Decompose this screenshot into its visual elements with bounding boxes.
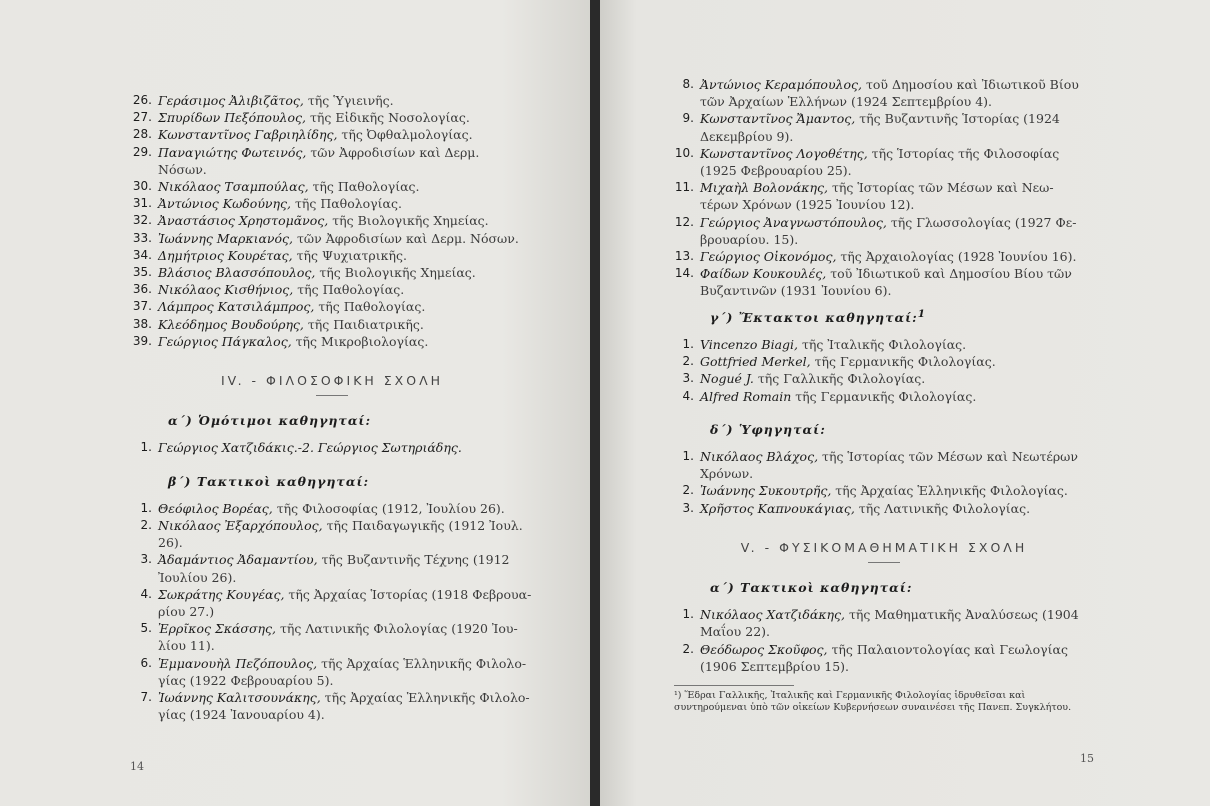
list-item bbox=[674, 214, 1094, 231]
person-name: Nogué J. bbox=[700, 371, 754, 387]
item-number: 31. bbox=[132, 196, 152, 211]
item-number: 4. bbox=[682, 388, 694, 403]
list-item bbox=[132, 264, 532, 281]
item-number: 37. bbox=[132, 299, 152, 314]
chair-description: τῶν Ἀφροδισίων καὶ Δερμ. Νόσων. bbox=[293, 230, 519, 246]
section-rule bbox=[316, 395, 348, 396]
chair-description: τῆς Γερμανικῆς Φιλολογίας. bbox=[810, 354, 996, 370]
chair-description: τῆς Γαλλικῆς Φιλολογίας. bbox=[753, 371, 926, 387]
chair-description: τῆς Βιολογικῆς Χημείας. bbox=[328, 213, 489, 229]
chair-description: τῆς Βιολογικῆς Χημείας. bbox=[315, 265, 476, 281]
item-number: 5. bbox=[140, 621, 152, 636]
subheading-regular: β΄) Τακτικοὶ καθηγηταί: bbox=[168, 473, 370, 489]
item-number: 2. bbox=[682, 354, 694, 369]
chair-description: τῆς Βυζαντινῆς Ἱστορίας (1924 bbox=[855, 111, 1060, 127]
item-number: 35. bbox=[132, 265, 152, 280]
person-name: Νικόλαος Βλάχος, bbox=[700, 449, 819, 465]
regular-professors-list bbox=[132, 500, 532, 724]
list-item bbox=[674, 448, 1094, 465]
list-item bbox=[132, 333, 532, 350]
person-name: Νικόλαος Κισθήνιος, bbox=[158, 282, 294, 298]
list-item bbox=[674, 500, 1094, 517]
person-name: Νικόλαος Χατζιδάκης, bbox=[700, 607, 845, 623]
chair-description: τῆς Ἱστορίας τῶν Μέσων καὶ Νεω- bbox=[827, 180, 1054, 196]
list-item bbox=[132, 620, 532, 637]
chair-description: τῶν Ἀφροδισίων καὶ Δερμ. Νόσων. bbox=[158, 144, 480, 177]
footnote-rule bbox=[674, 685, 794, 686]
chair-description: τῆς Παλαιοντολογίας καὶ Γεωλογίας bbox=[827, 641, 1068, 657]
continuation-line: Χρόνων. bbox=[700, 466, 754, 482]
section-title-science: V. - ΦΥΣΙΚΟΜΑΘΗΜΑΤΙΚΗ ΣΧΟΛΗ bbox=[740, 539, 1028, 555]
item-number: 36. bbox=[132, 282, 152, 297]
chair-description: τῆς Λατινικῆς Φιλολογίας (1920 Ἰου- bbox=[275, 621, 518, 637]
chair-description: τῆς Μικροβιολογίας. bbox=[291, 333, 429, 349]
item-number: 34. bbox=[132, 247, 152, 262]
item-number: 1. bbox=[140, 440, 152, 455]
list-item bbox=[132, 109, 532, 126]
item-number: 8. bbox=[682, 77, 694, 91]
list-item bbox=[132, 144, 532, 178]
list-item bbox=[674, 336, 1094, 353]
item-number: 3. bbox=[140, 552, 152, 567]
item-number: 1. bbox=[682, 449, 694, 464]
continuation-line: βρουαρίου. 15). bbox=[700, 231, 799, 247]
list-item bbox=[674, 145, 1094, 162]
item-number: 4. bbox=[140, 586, 152, 601]
person-name: Ἰωάννης Συκουτρῆς, bbox=[700, 483, 832, 499]
continuation-line: γίας (1924 Ἰανουαρίου 4). bbox=[158, 707, 325, 723]
person-name: Θεόδωρος Σκοῦφος, bbox=[700, 641, 828, 657]
chair-description: τῆς Ἀρχαίας Ἑλληνικῆς Φιλολο- bbox=[317, 655, 527, 671]
person-name: Χρῆστος Καπνουκάγιας, bbox=[700, 500, 855, 516]
person-name: Gottfried Merkel, bbox=[700, 354, 811, 370]
item-number: 12. bbox=[674, 214, 694, 229]
item-number: 2. bbox=[682, 483, 694, 498]
footnote-mark: 1 bbox=[917, 307, 927, 320]
item-number: 9. bbox=[682, 111, 694, 126]
list-item bbox=[674, 388, 1094, 405]
item-number: 14. bbox=[674, 266, 694, 281]
right-column bbox=[674, 76, 1094, 714]
page-number-right: 15 bbox=[1080, 752, 1094, 765]
item-number: 26. bbox=[132, 93, 152, 107]
list-item bbox=[132, 126, 532, 143]
person-name: Νικόλαος Ἐξαρχόπουλος, bbox=[158, 518, 323, 534]
person-name: Μιχαὴλ Βολονάκης, bbox=[700, 180, 828, 196]
extraordinary-professors-list bbox=[674, 336, 1094, 405]
science-professors-list bbox=[674, 606, 1094, 675]
continuation-line: Βυζαντινῶν (1931 Ἰουνίου 6). bbox=[700, 283, 892, 299]
item-number: 10. bbox=[674, 145, 694, 160]
list-item bbox=[674, 641, 1094, 658]
item-number: 28. bbox=[132, 127, 152, 142]
subheading-extraordinary: γ΄) Ἔκτακτοι καθηγηταί:$^1$ bbox=[710, 307, 927, 325]
list-item bbox=[674, 482, 1094, 499]
person-name: Δημήτριος Κουρέτας, bbox=[158, 247, 293, 263]
chair-description: τῆς Γερμανικῆς Φιλολογίας. bbox=[791, 388, 977, 404]
continuation-line: (1925 Φεβρουαρίου 25). bbox=[700, 163, 852, 179]
person-name: Γεώργιος Οἰκονόμος, bbox=[700, 249, 837, 265]
person-name: Γεώργιος Πάγκαλος, bbox=[158, 333, 292, 349]
list-item bbox=[132, 298, 532, 315]
chair-description: τῆς Παθολογίας. bbox=[290, 196, 402, 212]
continuation-line: ρίου 27.) bbox=[158, 604, 215, 620]
person-name: Ἰωάννης Καλιτσουνάκης, bbox=[158, 690, 321, 706]
chair-description: τῆς Ψυχιατρικῆς. bbox=[292, 247, 407, 263]
item-number: 1. bbox=[682, 607, 694, 622]
footnote: ¹) Ἕδραι Γαλλικῆς, Ἰταλικῆς καὶ Γερμανικῆς Φιλολογίας ἱδρυθεῖσαι καὶ συντηρούμεναι ὑπὸ τῶν οἰκείων Κυβερνήσεων συναινέσει τῆς Πανεπ. Συγκλήτου. bbox=[674, 690, 1072, 714]
person-name: Ἐρρῖκος Σκάσσης, bbox=[158, 621, 276, 637]
person-name: Θεόφιλος Βορέας, bbox=[158, 500, 273, 516]
person-name: Ἀντώνιος Κωδούνης, bbox=[158, 196, 291, 212]
person-name: Βλάσιος Βλασσόπουλος, bbox=[158, 265, 316, 281]
person-name: Ἀδαμάντιος Ἀδαμαντίου, bbox=[158, 552, 318, 568]
chair-description: τῆς Μαθηματικῆς Ἀναλύσεως (1904 bbox=[844, 607, 1079, 623]
item-number: 3. bbox=[682, 500, 694, 515]
list-item bbox=[132, 551, 532, 568]
person-name: Κωνσταντῖνος Ἄμαντος, bbox=[700, 111, 856, 127]
item-number: 27. bbox=[132, 110, 152, 125]
list-item bbox=[674, 606, 1094, 623]
item-number: 2. bbox=[682, 641, 694, 656]
list-item bbox=[132, 281, 532, 298]
chair-description: τῆς Παιδιατρικῆς. bbox=[303, 316, 424, 332]
chair-description: τῆς Ἀρχαίας Ἑλληνικῆς Φιλολο- bbox=[320, 690, 530, 706]
continuation-line: τῶν Ἀρχαίων Ἑλλήνων (1924 Σεπτεμβρίου 4). bbox=[700, 94, 993, 110]
section-rule bbox=[868, 562, 900, 563]
list-item bbox=[132, 195, 532, 212]
list-item bbox=[132, 689, 532, 706]
person-name: Ἰωάννης Μαρκιανός, bbox=[158, 230, 294, 246]
item-text: Γεώργιος Χατζιδάκις.-2. Γεώργιος Σωτηριάδης. bbox=[158, 440, 462, 456]
chair-description: τῆς Ἀρχαίας Ἱστορίας (1918 Φεβρουα- bbox=[284, 586, 532, 602]
person-name: Ἐμμανουὴλ Πεζόπουλος, bbox=[158, 655, 318, 671]
person-name: Κλεόδημος Βουδούρης, bbox=[158, 316, 304, 332]
chair-description: τῆς Παιδαγωγικῆς (1912 Ἰουλ. 26). bbox=[158, 518, 523, 551]
continuation-line: Μαΐου 22). bbox=[700, 624, 770, 640]
list-item bbox=[132, 247, 532, 264]
left-column bbox=[132, 92, 532, 724]
list-item bbox=[674, 248, 1094, 265]
chair-description: τῆς Ὑγιεινῆς. bbox=[303, 93, 394, 108]
person-name: Alfred Romain bbox=[700, 388, 792, 404]
chair-description: τῆς Γλωσσολογίας (1927 Φε- bbox=[886, 214, 1077, 230]
list-item bbox=[674, 353, 1094, 370]
item-number: 3. bbox=[682, 371, 694, 386]
item-number: 6. bbox=[140, 655, 152, 670]
chair-description: τῆς Παθολογίας. bbox=[293, 282, 405, 298]
person-name: Ἀναστάσιος Χρηστομᾶνος, bbox=[158, 213, 329, 229]
continuation-line: γίας (1922 Φεβρουαρίου 5). bbox=[158, 672, 334, 688]
item-number: 30. bbox=[132, 179, 152, 194]
person-name: Γεώργιος Ἀναγνωστόπουλος, bbox=[700, 214, 887, 230]
person-name: Σπυρίδων Πεξόπουλος, bbox=[158, 110, 306, 126]
page-number-left: 14 bbox=[130, 760, 144, 773]
item-number: 32. bbox=[132, 213, 152, 228]
item-number: 1. bbox=[140, 500, 152, 515]
item-number: 39. bbox=[132, 333, 152, 348]
person-name: Σωκράτης Κουγέας, bbox=[158, 586, 285, 602]
chair-description: τῆς Φιλοσοφίας (1912, Ἰουλίου 26). bbox=[272, 500, 505, 516]
chair-description: τῆς Εἰδικῆς Νοσολογίας. bbox=[305, 110, 470, 126]
person-name: Κωνσταντῖνος Λογοθέτης, bbox=[700, 145, 868, 161]
chair-description: τῆς Παθολογίας. bbox=[308, 179, 420, 195]
list-item bbox=[132, 212, 532, 229]
list-item bbox=[132, 500, 532, 517]
list-item bbox=[132, 517, 532, 551]
chair-description: τῆς Λατινικῆς Φιλολογίας. bbox=[854, 500, 1031, 516]
list-item bbox=[132, 655, 532, 672]
list-item bbox=[132, 439, 532, 456]
person-name: Ἀντώνιος Κεραμόπουλος, bbox=[700, 77, 862, 92]
chair-description: τοῦ Ἰδιωτικοῦ καὶ Δημοσίου Βίου τῶν bbox=[826, 266, 1072, 282]
item-number: 7. bbox=[140, 690, 152, 705]
list-item bbox=[674, 265, 1094, 282]
regular-professors-list-cont bbox=[674, 76, 1094, 300]
item-number: 2. bbox=[140, 518, 152, 533]
continuation-line: Ἰουλίου 26). bbox=[158, 569, 237, 585]
subheading-honorary: α΄) Ὁμότιμοι καθηγηταί: bbox=[168, 413, 372, 429]
person-name: Κωνσταντῖνος Γαβριηλίδης, bbox=[158, 127, 338, 143]
continuation-line: λίου 11). bbox=[158, 638, 215, 654]
chair-description: τῆς Ἀρχαιολογίας (1928 Ἰουνίου 16). bbox=[836, 249, 1077, 265]
chair-description: τῆς Ἀρχαίας Ἑλληνικῆς Φιλολογίας. bbox=[831, 483, 1068, 499]
subheading-lecturers: δ΄) Ὑφηγηταί: bbox=[710, 421, 826, 437]
person-name: Φαίδων Κουκουλές, bbox=[700, 266, 827, 282]
list-item bbox=[132, 178, 532, 195]
continuation-line: (1906 Σεπτεμβρίου 15). bbox=[700, 658, 850, 674]
item-number: 1. bbox=[682, 337, 694, 351]
person-name: Γεράσιμος Ἀλιβιζᾶτος, bbox=[158, 93, 304, 108]
person-name: Παναγιώτης Φωτεινός, bbox=[158, 144, 307, 160]
item-number: 13. bbox=[674, 249, 694, 264]
book-gutter bbox=[590, 0, 600, 806]
section-title-philosophy: IV. - ΦΙΛΟΣΟΦΙΚΗ ΣΧΟΛΗ bbox=[220, 373, 444, 389]
list-item bbox=[132, 586, 532, 603]
list-item bbox=[674, 76, 1094, 93]
chair-description: τῆς Ὀφθαλμολογίας. bbox=[337, 127, 473, 143]
chair-description: τῆς Ἱστορίας τῆς Φιλοσοφίας bbox=[867, 145, 1060, 161]
person-name: Vincenzo Biagi, bbox=[700, 337, 798, 352]
chair-description: τῆς Βυζαντινῆς Τέχνης (1912 bbox=[317, 552, 510, 568]
list-item bbox=[674, 110, 1094, 127]
lecturers-list bbox=[674, 448, 1094, 517]
continuation-line: τέρων Χρόνων (1925 Ἰουνίου 12). bbox=[700, 197, 915, 213]
list-item bbox=[132, 92, 532, 109]
chair-description: τοῦ Δημοσίου καὶ Ἰδιωτικοῦ Βίου bbox=[861, 77, 1079, 92]
item-number: 33. bbox=[132, 230, 152, 245]
list-item bbox=[674, 179, 1094, 196]
chair-description: τῆς Ἰταλικῆς Φιλολογίας. bbox=[798, 337, 967, 352]
chair-description: τῆς Παθολογίας. bbox=[314, 299, 426, 315]
person-name: Λάμπρος Κατσιλάμπρος, bbox=[158, 299, 315, 315]
subheading-science-regular: α΄) Τακτικοὶ καθηγηταί: bbox=[710, 580, 913, 596]
medical-faculty-list bbox=[132, 92, 532, 350]
list-item bbox=[674, 370, 1094, 387]
chair-description: τῆς Ἱστορίας τῶν Μέσων καὶ Νεωτέρων bbox=[818, 449, 1078, 465]
list-item bbox=[132, 230, 532, 247]
item-number: 29. bbox=[132, 144, 152, 159]
item-number: 38. bbox=[132, 316, 152, 331]
person-name: Νικόλαος Τσαμπούλας, bbox=[158, 179, 309, 195]
item-number: 11. bbox=[674, 180, 694, 195]
continuation-line: Δεκεμβρίου 9). bbox=[700, 128, 794, 144]
list-item bbox=[132, 316, 532, 333]
